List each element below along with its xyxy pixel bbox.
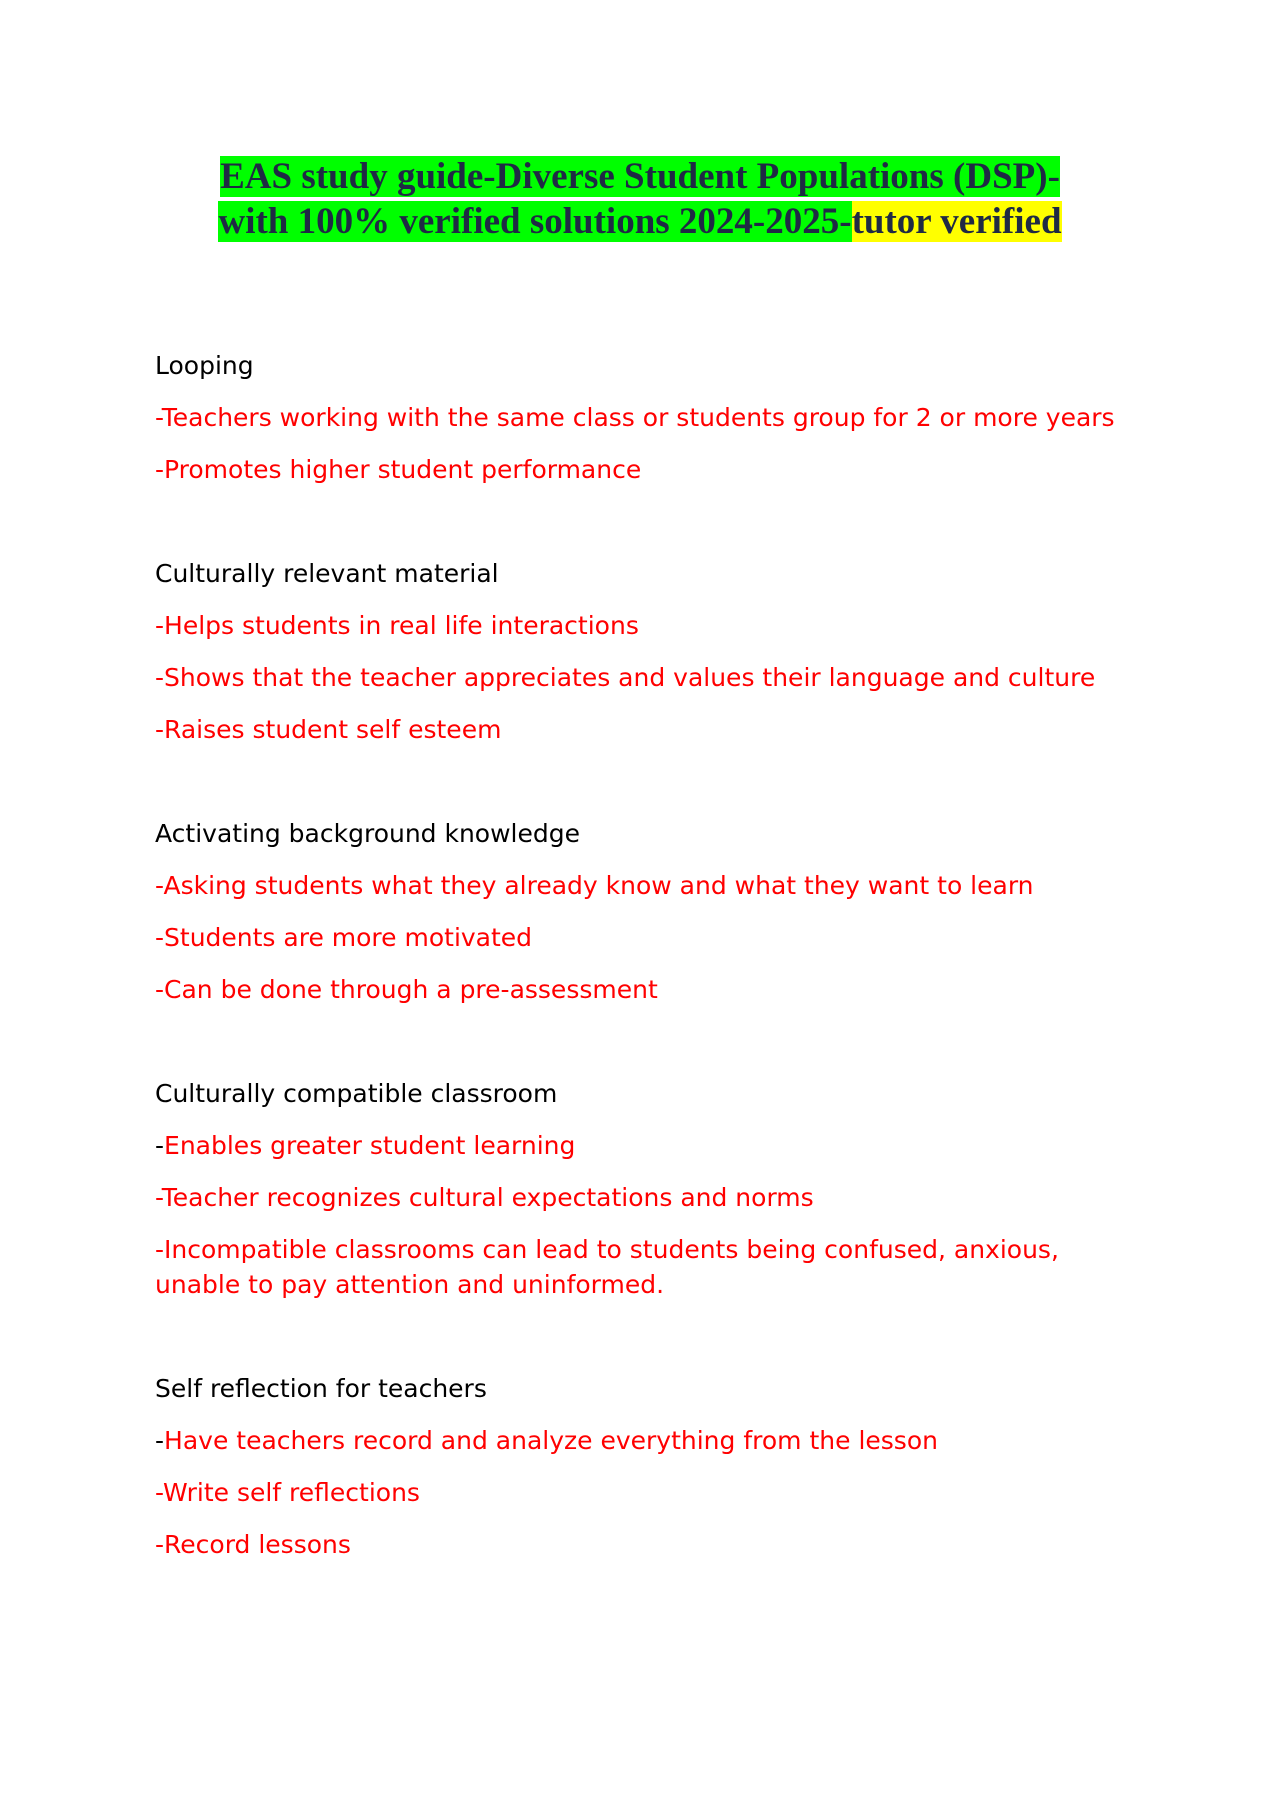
document-title (150, 154, 1130, 244)
section-point: -Promotes higher student performance (155, 455, 642, 484)
section-looping (155, 348, 1115, 487)
section-heading: Self reflection for teachers (155, 1374, 487, 1403)
section-point (155, 1128, 1115, 1163)
point-text: Have teachers record and analyze everything from the lesson (164, 1426, 938, 1455)
section-heading: Culturally relevant material (155, 559, 499, 588)
title-line-2-green: with 100% verified solutions 2024-2025- (218, 201, 852, 242)
section-culturally-compatible-classroom (155, 1076, 1115, 1302)
section-point: -Teachers working with the same class or students group for 2 or more years (155, 403, 1115, 432)
section-point: -Record lessons (155, 1530, 351, 1559)
section-point: -Incompatible classrooms can lead to students being confused, anxious, unable to pay attention and uninformed. (155, 1235, 1059, 1299)
section-heading: Looping (155, 351, 254, 380)
section-point: -Can be done through a pre-assessment (155, 975, 658, 1004)
section-point: -Teacher recognizes cultural expectations and norms (155, 1183, 814, 1212)
section-point: -Raises student self esteem (155, 715, 502, 744)
title-line-2-yellow: tutor verified (851, 201, 1062, 242)
section-culturally-relevant-material (155, 556, 1115, 747)
section-point: -Helps students in real life interactions (155, 611, 639, 640)
point-dash: - (155, 1131, 165, 1160)
section-heading: Culturally compatible classroom (155, 1079, 558, 1108)
section-activating-background-knowledge (155, 816, 1115, 1007)
section-point (155, 1423, 1115, 1458)
document-body (155, 348, 1115, 1631)
section-point: -Shows that the teacher appreciates and values their language and culture (155, 663, 1096, 692)
section-point: -Write self reflections (155, 1478, 420, 1507)
point-text: Enables greater student learning (164, 1131, 576, 1160)
section-point: -Asking students what they already know and what they want to learn (155, 871, 1034, 900)
section-self-reflection-for-teachers (155, 1371, 1115, 1562)
section-heading: Activating background knowledge (155, 819, 580, 848)
title-line-1: EAS study guide-Diverse Student Populations (DSP)- (220, 156, 1060, 197)
point-dash: - (155, 1426, 165, 1455)
section-point: -Students are more motivated (155, 923, 533, 952)
